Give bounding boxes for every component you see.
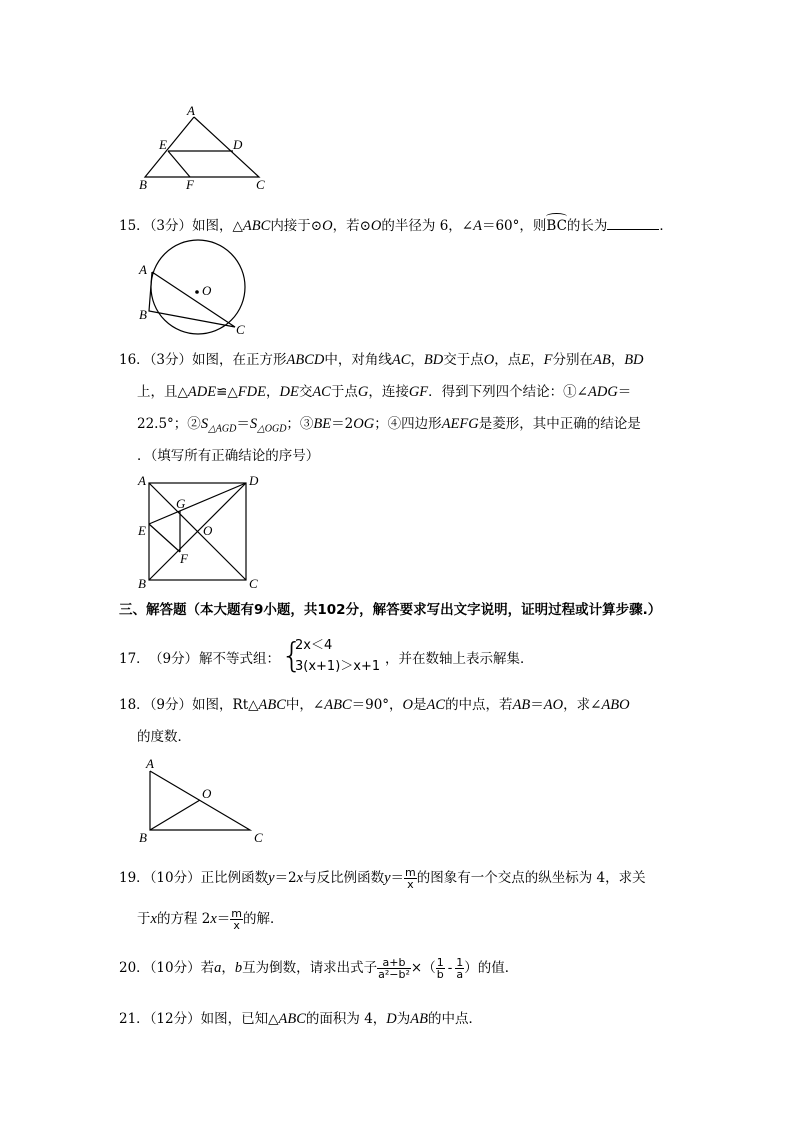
q19-text: 正比例函数 <box>200 870 269 886</box>
q16-text: ；③ <box>286 416 314 432</box>
q18-abc: ABC <box>324 697 352 713</box>
q16-de: DE <box>279 384 299 400</box>
q15-text-1: 如图，△ <box>192 218 243 234</box>
q19-text: ＝ <box>216 911 231 927</box>
q16-ade: ADE <box>187 384 217 400</box>
q19-denominator: x <box>407 878 414 891</box>
q16-text: ＝ <box>236 416 250 432</box>
q21-ab: AB <box>410 1011 428 1027</box>
q19-text: 的图象有一个交点的纵坐标为 4，求关 <box>416 870 646 886</box>
q20-text: 若 <box>200 960 215 976</box>
q18-abc: ABC <box>258 697 286 713</box>
q19-numerator: m <box>231 907 242 920</box>
q16-fde: FDE <box>237 384 266 400</box>
q15-text-3: ，若⊙ <box>332 218 371 234</box>
q18-score: （9分） <box>149 697 193 713</box>
q15-text-6: 的长为 <box>566 218 608 234</box>
q16-text: 上，且△ <box>137 384 188 400</box>
q20-denominator: a²−b² <box>378 968 410 981</box>
q19-x: x <box>296 870 304 886</box>
q16-text: ， <box>530 352 544 368</box>
label-b: B <box>139 307 147 322</box>
q16-ac: AC <box>391 352 411 368</box>
q20-text: 互为倒数，请求出式子 <box>242 960 378 976</box>
question-20 <box>119 954 518 982</box>
q18-text: 是 <box>413 697 427 713</box>
q19-x: x <box>210 911 217 927</box>
q20-b: b <box>234 960 243 976</box>
q21-number: 21． <box>119 1011 150 1027</box>
q18-number: 18． <box>119 697 150 713</box>
q21-text: 的面积为 4， <box>305 1011 387 1027</box>
label-a: A <box>187 103 195 118</box>
q18-ab: AB <box>512 697 531 713</box>
q15-arc-bc: BC <box>546 218 567 234</box>
q19-text: 的方程 2 <box>156 911 211 927</box>
q16-e: E <box>521 352 531 368</box>
q16-text: ；④四边形 <box>374 416 442 432</box>
q20-score: （10分） <box>149 960 201 976</box>
q16-text: 如图，在正方形 <box>192 352 287 368</box>
label-c: C <box>249 576 258 591</box>
q16-be: BE <box>313 416 332 432</box>
q18-text: 中，∠ <box>285 697 325 713</box>
q15-text-7: ． <box>659 218 673 234</box>
q18-abo: ABO <box>601 697 630 713</box>
question-18-line-2: 的度数． <box>137 729 191 745</box>
q20-text: ×（ <box>410 960 436 976</box>
q18-text: ，求∠ <box>563 697 602 713</box>
q16-bd: BD <box>624 352 644 368</box>
q21-d: D <box>386 1011 397 1027</box>
q16-text: ．得到下列四个结论：①∠ <box>428 384 588 400</box>
q19-text: 于 <box>137 911 151 927</box>
q16-ac: AC <box>312 384 331 400</box>
q16-text: ， <box>265 384 280 400</box>
q16-text: ＝ <box>617 384 632 400</box>
q17-text: 解不等式组： <box>199 651 280 667</box>
q17-brace: { <box>281 636 303 676</box>
label-d: D <box>233 137 243 152</box>
q15-number: 15． <box>119 218 150 234</box>
q15-o2: O <box>370 218 382 234</box>
label-a: A <box>139 262 147 277</box>
q19-text: 的解． <box>242 911 284 927</box>
q16-text: 22.5°；② <box>137 416 201 432</box>
label-d: D <box>249 473 259 488</box>
q18-o: O <box>402 697 414 713</box>
q16-text: 分别在 <box>552 352 593 368</box>
q16-sub-ogd: △OGD <box>257 423 287 435</box>
q18-text: ＝90°， <box>351 697 403 713</box>
q16-og: OG <box>353 416 375 432</box>
q20-text: ， <box>221 960 235 976</box>
q16-f: F <box>543 352 553 368</box>
label-c: C <box>256 177 265 192</box>
question-16-line-4: ．（填写所有正确结论的序号） <box>137 448 320 464</box>
q19-y: y <box>384 870 391 886</box>
label-c: C <box>254 830 263 845</box>
q16-text: ， <box>410 352 424 368</box>
q16-s: S <box>249 416 258 432</box>
q19-fraction-m-over-x <box>404 867 417 890</box>
q15-score: （3分） <box>149 218 193 234</box>
q16-text: ，点 <box>494 352 522 368</box>
q21-abc: ABC <box>278 1011 306 1027</box>
q15-abc: ABC <box>242 218 271 234</box>
q16-text: 中，对角线 <box>324 352 392 368</box>
label-a: A <box>138 473 146 488</box>
q18-ao: AO <box>543 697 564 713</box>
section-heading: 三、解答题（本大题有9小题，共102分，解答要求写出文字说明，证明过程或计算步骤.） <box>119 602 662 618</box>
label-a: A <box>146 756 154 771</box>
q15-text-4: 的半径为 6，∠ <box>381 218 474 234</box>
q16-o: O <box>483 352 495 368</box>
q16-bd: BD <box>423 352 444 368</box>
q20-fraction-main <box>377 957 411 980</box>
q19-x: x <box>150 911 157 927</box>
label-c: C <box>236 322 245 337</box>
q15-text-2: 内接于⊙ <box>270 218 323 234</box>
label-b: B <box>139 830 147 845</box>
q16-g: G <box>357 384 369 400</box>
q16-number: 16． <box>119 352 150 368</box>
q19-y: y <box>268 870 275 886</box>
q20-number: 20． <box>119 960 150 976</box>
label-b: B <box>138 576 146 591</box>
q16-aefg: AEFG <box>441 416 479 432</box>
question-21 <box>119 1009 482 1029</box>
q18-text: 如图，Rt△ <box>192 697 259 713</box>
q15-a: A <box>473 218 482 234</box>
question-19-line-2 <box>137 906 283 932</box>
q20-denominator: b <box>436 968 444 981</box>
q20-numerator: 1 <box>456 956 464 969</box>
q19-score: （10分） <box>149 870 201 886</box>
q19-text: 与反比例函数 <box>303 870 385 886</box>
q20-denominator: a <box>456 968 464 981</box>
q15-text-5: ＝60°，则 <box>481 218 547 234</box>
q17-text-2: ，并在数轴上表示解集． <box>385 651 534 667</box>
q16-sub-agd: △AGD <box>208 423 237 435</box>
q16-ab: AB <box>592 352 611 368</box>
q20-numerator: a+b <box>377 957 411 969</box>
q19-denominator: x <box>233 919 240 932</box>
label-o: O <box>202 283 212 298</box>
q17-score: （9分） <box>149 651 199 667</box>
label-o: O <box>202 786 212 801</box>
q16-text: ＝2 <box>331 416 354 432</box>
q20-text: ）的值． <box>464 960 519 976</box>
q16-text: 交于点 <box>443 352 484 368</box>
q21-text: 如图，已知△ <box>200 1011 279 1027</box>
q20-fraction-1-over-b <box>436 957 445 980</box>
q18-ac: AC <box>426 697 446 713</box>
q17-inequality-2: 3(x+1)＞x+1 <box>295 659 381 674</box>
q16-adg: ADG <box>587 384 618 400</box>
label-e: E <box>159 137 167 152</box>
q16-score: （3分） <box>149 352 193 368</box>
label-e: E <box>138 523 146 538</box>
q16-s: S <box>200 416 209 432</box>
q21-text: 的中点． <box>428 1011 482 1027</box>
q20-numerator: 1 <box>436 956 444 969</box>
q21-score: （12分） <box>149 1011 201 1027</box>
q19-numerator: m <box>405 866 416 879</box>
q20-a: a <box>214 960 222 976</box>
q19-text: ＝ <box>390 870 405 886</box>
q18-text: ＝ <box>530 697 544 713</box>
q16-abcd: ABCD <box>286 352 325 368</box>
q16-text: 交 <box>298 384 313 400</box>
q20-minus: - <box>447 960 453 976</box>
q16-gf: GF <box>408 384 429 400</box>
q20-fraction-1-over-a <box>455 957 464 980</box>
label-o: O <box>203 523 213 538</box>
question-19-line-1 <box>119 865 646 891</box>
q15-o: O <box>322 218 333 234</box>
q21-text: 为 <box>396 1011 411 1027</box>
q18-text: 的中点，若 <box>445 697 513 713</box>
q16-text: ≌△ <box>216 384 238 400</box>
label-g: G <box>176 496 186 511</box>
q16-text: 于点 <box>330 384 358 400</box>
label-f: F <box>180 551 188 566</box>
q19-fraction-m-over-x <box>230 908 243 931</box>
q19-number: 19． <box>119 870 150 886</box>
q17-inequality-1: 2x＜4 <box>295 638 333 653</box>
q16-text: ，连接 <box>368 384 409 400</box>
q16-text: ， <box>610 352 625 368</box>
q17-number: 17． <box>119 651 150 667</box>
q16-text: 是菱形，其中正确的结论是 <box>478 416 641 432</box>
label-f: F <box>186 177 194 192</box>
label-b: B <box>139 177 147 192</box>
q19-text: ＝2 <box>274 870 297 886</box>
